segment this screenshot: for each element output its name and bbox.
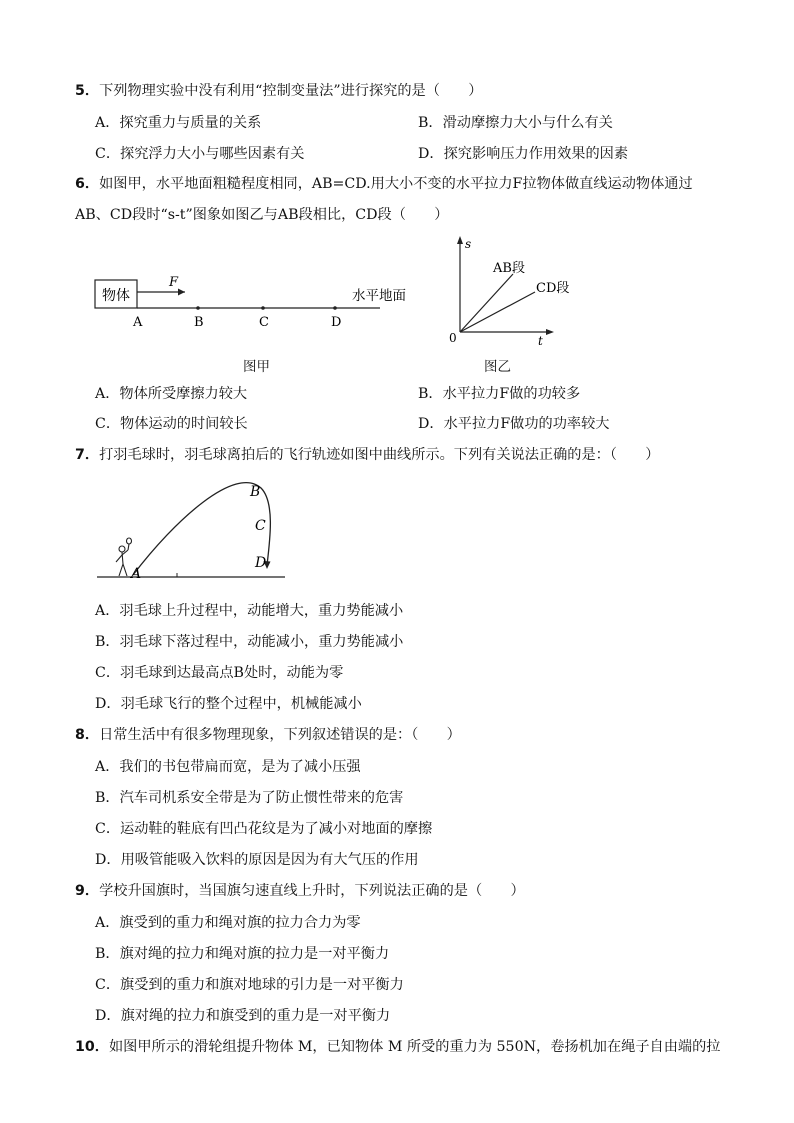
q9-option-b: B．旗对绳的拉力和绳对旗的拉力是一对平衡力 [95, 946, 390, 962]
q9-option-a: A．旗受到的重力和绳对旗的拉力合力为零 [95, 915, 361, 931]
q9-option-c: C．旗受到的重力和旗对地球的引力是一对平衡力 [95, 977, 404, 993]
q6-caption-jia: 图甲 [243, 359, 270, 375]
cd-line-label: CD段 [536, 281, 570, 296]
q6-stem-2: AB、CD段时“s-t”图象如图乙与AB段相比，CD段（ ） [75, 207, 449, 223]
label-c: C [259, 315, 269, 330]
q5-option-b: B．滑动摩擦力大小与什么有关 [418, 115, 613, 131]
q6-option-c: C．物体运动的时间较长 [95, 416, 248, 432]
label-a: A [133, 315, 143, 330]
q8-option-d: D．用吸管能吸入饮料的原因是因为有大气压的作用 [95, 852, 419, 868]
point-d [333, 306, 337, 310]
q7-stem: 打羽毛球时，羽毛球离拍后的飞行轨迹如图中曲线所示。下列有关说法正确的是：（ ） [99, 447, 660, 463]
origin-label: 0 [449, 331, 457, 345]
q6-option-d: D．水平拉力F做功的功率较大 [418, 416, 610, 432]
point-c [261, 306, 265, 310]
q5-option-a: A．探究重力与质量的关系 [95, 115, 262, 131]
force-arrow-head [178, 289, 185, 296]
x-axis-label: t [538, 334, 543, 348]
q6-figure-jia [90, 268, 406, 338]
y-axis-arrow [457, 236, 463, 244]
q6-figure-yi [445, 232, 595, 347]
q6-number: 6． [75, 176, 100, 192]
q7-stem-line [75, 446, 659, 464]
q7-label-b: B [250, 484, 261, 500]
q10-stem: 如图甲所示的滑轮组提升物体 M，已知物体 M 所受的重力为 550N，卷扬机加在绳子自由端的拉 [108, 1039, 721, 1055]
q9-stem: 学校升国旗时，当国旗匀速直线上升时，下列说法正确的是（ ） [99, 883, 525, 899]
q7-figure [95, 470, 295, 585]
q7-number: 7． [75, 447, 100, 463]
q7-label-a: A [131, 566, 142, 582]
label-b: B [194, 315, 204, 330]
q8-number: 8． [75, 727, 100, 743]
label-d: D [331, 315, 342, 330]
q9-number: 9． [75, 883, 100, 899]
ground-label: 水平地面 [352, 288, 406, 304]
ab-line [460, 274, 513, 332]
x-axis-arrow [546, 329, 554, 335]
ab-line-label: AB段 [493, 261, 525, 276]
q6-caption-yi: 图乙 [484, 359, 511, 375]
q10-number: 10． [75, 1039, 109, 1055]
q10-stem-line [75, 1038, 720, 1056]
y-axis-label: s [465, 237, 472, 251]
q7-option-c: C．羽毛球到达最高点B处时，动能为零 [95, 665, 344, 681]
q8-stem: 日常生活中有很多物理现象，下列叙述错误的是：（ ） [99, 727, 461, 743]
q6-option-b: B．水平拉力F做的功较多 [418, 386, 581, 402]
q7-option-d: D．羽毛球飞行的整个过程中，机械能减小 [95, 696, 362, 712]
q7-option-b: B．羽毛球下落过程中，动能减小，重力势能减小 [95, 634, 404, 650]
q9-option-d: D．旗对绳的拉力和旗受到的重力是一对平衡力 [95, 1008, 391, 1024]
q8-option-a: A．我们的书包带扁而宽，是为了减小压强 [95, 759, 361, 775]
q8-stem-line [75, 726, 461, 744]
force-label: F [169, 275, 179, 290]
q6-stem-line1 [75, 175, 693, 193]
object-label: 物体 [102, 288, 130, 304]
q8-option-b: B．汽车司机系安全带是为了防止惯性带来的危害 [95, 790, 404, 806]
q5-stem-line [75, 82, 482, 100]
player-icon [116, 538, 132, 576]
q8-option-c: C．运动鞋的鞋底有凹凸花纹是为了减小对地面的摩擦 [95, 821, 433, 837]
q5-stem: 下列物理实验中没有利用“控制变量法”进行探究的是（ ） [99, 83, 483, 99]
q7-label-d: D [255, 555, 267, 571]
q7-label-c: C [255, 518, 266, 534]
q6-stem-1: 如图甲，水平地面粗糙程度相同，AB=CD.用大小不变的水平拉力F拉物体做直线运动物体通过 [99, 176, 693, 192]
point-b [196, 306, 200, 310]
cd-line [460, 292, 535, 332]
q6-option-a: A．物体所受摩擦力较大 [95, 386, 248, 402]
q5-option-d: D．探究影响压力作用效果的因素 [418, 146, 629, 162]
q5-number: 5． [75, 83, 100, 99]
q5-option-c: C．探究浮力大小与哪些因素有关 [95, 146, 305, 162]
q7-option-a: A．羽毛球上升过程中，动能增大，重力势能减小 [95, 603, 404, 619]
q9-stem-line [75, 882, 525, 900]
